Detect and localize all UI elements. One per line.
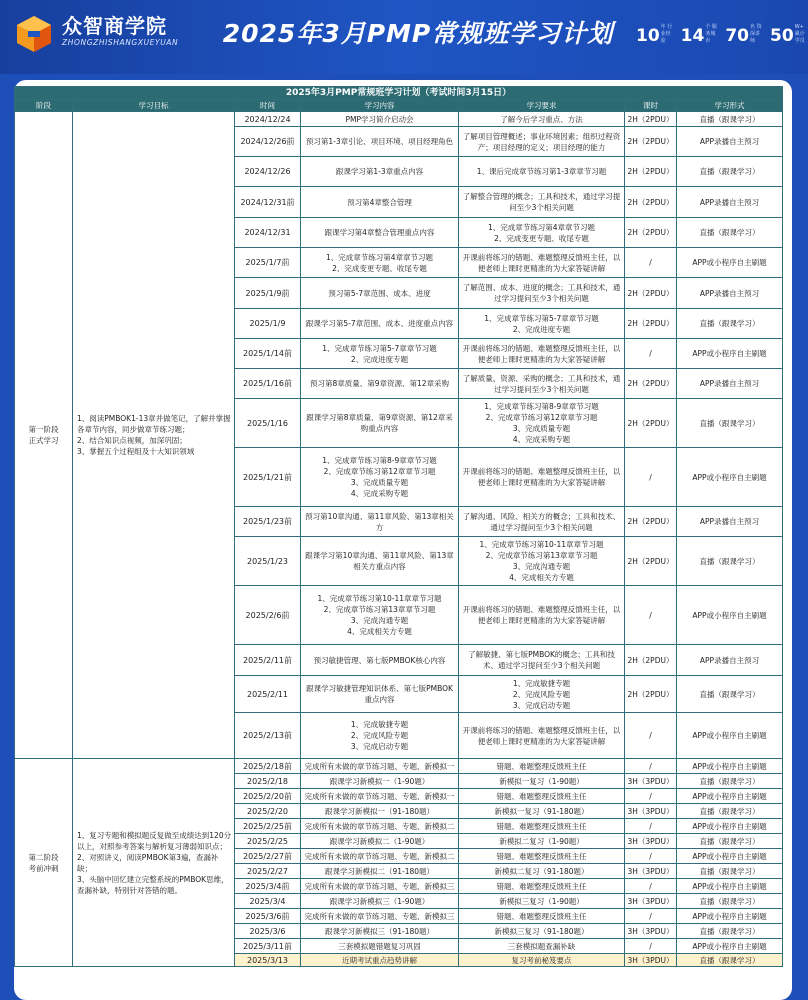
hours-cell: 3H（3PDU） xyxy=(625,924,677,939)
column-header-goal: 学习目标 xyxy=(73,100,235,112)
table-body xyxy=(15,112,783,967)
hours-cell: 2H（2PDU） xyxy=(625,157,677,187)
stage-cell: 第一阶段 正式学习 xyxy=(15,112,73,759)
requirement-cell: 开课前将练习的错题、难题整理反馈班主任，以便老师上课时更精准的为大家答疑讲解 xyxy=(459,448,625,507)
time-cell: 2025/2/18 xyxy=(235,774,301,789)
hours-cell: / xyxy=(625,909,677,924)
time-cell: 2025/3/6 xyxy=(235,924,301,939)
stat-years xyxy=(636,24,675,45)
content-cell: 完成所有未做的章节练习题、专题、新模拟一 xyxy=(301,759,459,774)
time-cell: 2025/2/18前 xyxy=(235,759,301,774)
form-cell: 直播（跟课学习） xyxy=(677,676,783,713)
requirement-cell: 新模拟一复习（1-90题） xyxy=(459,774,625,789)
time-cell: 2025/1/21前 xyxy=(235,448,301,507)
requirement-cell: 错题、难题整理反馈班主任 xyxy=(459,879,625,894)
form-cell: APP或小程序自主刷题 xyxy=(677,248,783,278)
hours-cell: 3H（3PDU） xyxy=(625,834,677,849)
requirement-cell: 了解质量、资源、采购的概念；工具和技术，通过学习提问至少3个相关问题 xyxy=(459,369,625,399)
requirement-cell: 1、完成章节练习第5-7章章节习题 2、完成进度专题 xyxy=(459,309,625,339)
hours-cell: / xyxy=(625,849,677,864)
hours-cell: 2H（2PDU） xyxy=(625,278,677,309)
requirement-cell: 1、课后完成章节练习第1-3章章节习题 xyxy=(459,157,625,187)
requirement-cell: 开课前将练习的错题、难题整理反馈班主任，以便老师上课时更精准的为大家答疑讲解 xyxy=(459,339,625,369)
hours-cell: 2H（2PDU） xyxy=(625,218,677,248)
form-cell: APP录播自主预习 xyxy=(677,369,783,399)
requirement-cell: 新模拟一复习（91-180题） xyxy=(459,804,625,819)
time-cell: 2024/12/24 xyxy=(235,112,301,127)
hours-cell: 3H（3PDU） xyxy=(625,864,677,879)
time-cell: 2025/1/23前 xyxy=(235,507,301,537)
stat-number: 50 xyxy=(770,26,794,46)
study-plan-table xyxy=(14,86,783,967)
hours-cell: 3H（3PDU） xyxy=(625,774,677,789)
hours-cell: / xyxy=(625,713,677,759)
time-cell: 2024/12/26 xyxy=(235,157,301,187)
brand-name: 众智商学院 xyxy=(62,14,167,38)
stat-students xyxy=(770,24,808,45)
column-header-hours: 课时 xyxy=(625,100,677,112)
content-cell: 跟课学习第1-3章重点内容 xyxy=(301,157,459,187)
time-cell: 2025/2/27 xyxy=(235,864,301,879)
table-row xyxy=(15,112,783,127)
requirement-cell: 开课前将练习的错题、难题整理反馈班主任，以便老师上课时更精准的为大家答疑讲解 xyxy=(459,586,625,645)
form-cell: APP或小程序自主刷题 xyxy=(677,879,783,894)
form-cell: 直播（跟课学习） xyxy=(677,537,783,586)
requirement-cell: 错题、难题整理反馈班主任 xyxy=(459,789,625,804)
time-cell: 2025/3/13 xyxy=(235,954,301,967)
time-cell: 2025/1/14前 xyxy=(235,339,301,369)
form-cell: APP或小程序自主刷题 xyxy=(677,759,783,774)
content-cell: 1、完成章节练习第8-9章章节习题 2、完成章节练习第12章章节习题 3、完成质量专题 4、完成采购专题 xyxy=(301,448,459,507)
requirement-cell: 了解敏捷、第七版PMBOK的概念；工具和技术、通过学习提问至少3个相关问题 xyxy=(459,645,625,676)
goal-cell: 1、复习专题和模拟题反复做至成绩达到120分以上，对照参考答案与解析复习薄弱知识点； 2、对照讲义，阅读PMBOK第3遍，查漏补缺； 3、头脑中回忆建立完整系统的PMBOK思维，查漏补缺，特别针对答错的题。 xyxy=(73,759,235,967)
requirement-cell: 错题、难题整理反馈班主任 xyxy=(459,849,625,864)
requirement-cell: 开课前将练习的错题、难题整理反馈班主任，以便老师上课时更精准的为大家答疑讲解 xyxy=(459,248,625,278)
form-cell: APP或小程序自主刷题 xyxy=(677,586,783,645)
requirement-cell: 新模拟二复习（1-90题） xyxy=(459,834,625,849)
time-cell: 2025/2/25 xyxy=(235,834,301,849)
form-cell: 直播（跟课学习） xyxy=(677,924,783,939)
form-cell: APP或小程序自主刷题 xyxy=(677,939,783,954)
form-cell: APP或小程序自主刷题 xyxy=(677,713,783,759)
form-cell: APP录播自主预习 xyxy=(677,645,783,676)
time-cell: 2024/12/31前 xyxy=(235,187,301,218)
form-cell: APP或小程序自主刷题 xyxy=(677,339,783,369)
content-cell: 完成所有未做的章节练习题、专题、新模拟一 xyxy=(301,789,459,804)
time-cell: 2025/1/16前 xyxy=(235,369,301,399)
hours-cell: 3H（3PDU） xyxy=(625,954,677,967)
content-cell: 1、完成章节练习第4章章节习题 2、完成变更专题、收尾专题 xyxy=(301,248,459,278)
hours-cell: / xyxy=(625,248,677,278)
requirement-cell: 1、完成敏捷专题 2、完成风险专题 3、完成启动专题 xyxy=(459,676,625,713)
time-cell: 2025/2/11前 xyxy=(235,645,301,676)
top-banner xyxy=(0,0,808,74)
table-row xyxy=(15,759,783,774)
time-cell: 2025/1/16 xyxy=(235,399,301,448)
content-cell: 预习第1-3章引论、项目环境、项目经理角色 xyxy=(301,127,459,157)
stat-label: 名 资深讲师 xyxy=(750,24,762,44)
hours-cell: 2H（2PDU） xyxy=(625,112,677,127)
form-cell: 直播（跟课学习） xyxy=(677,864,783,879)
form-cell: 直播（跟课学习） xyxy=(677,954,783,967)
form-cell: APP或小程序自主刷题 xyxy=(677,849,783,864)
requirement-cell: 了解沟通、风险、相关方的概念；工具和技术、通过学习提问至少3个相关问题 xyxy=(459,507,625,537)
form-cell: 直播（跟课学习） xyxy=(677,834,783,849)
form-cell: 直播（跟课学习） xyxy=(677,309,783,339)
hours-cell: 2H（2PDU） xyxy=(625,127,677,157)
hours-cell: / xyxy=(625,789,677,804)
hours-cell: / xyxy=(625,448,677,507)
page-title: 2025年3月PMP常规班学习计划 xyxy=(222,19,614,48)
form-cell: 直播（跟课学习） xyxy=(677,894,783,909)
hours-cell: / xyxy=(625,819,677,834)
time-cell: 2025/3/11前 xyxy=(235,939,301,954)
time-cell: 2024/12/26前 xyxy=(235,127,301,157)
column-header-stage: 阶段 xyxy=(15,100,73,112)
table-header-row xyxy=(15,100,783,112)
content-cell: 预习第8章质量、第9章资源、第12章采购 xyxy=(301,369,459,399)
content-cell: 1、完成章节练习第5-7章章节习题 2、完成进度专题 xyxy=(301,339,459,369)
brand xyxy=(62,14,178,47)
requirement-cell: 开课前将练习的错题、难题整理反馈班主任，以便老师上课时更精准的为大家答疑讲解 xyxy=(459,713,625,759)
table-title: 2025年3月PMP常规班学习计划（考试时间3月15日） xyxy=(15,87,783,100)
content-cell: 跟课学习第10章沟通、第11章风险、第13章相关方重点内容 xyxy=(301,537,459,586)
form-cell: 直播（跟课学习） xyxy=(677,112,783,127)
time-cell: 2025/2/20 xyxy=(235,804,301,819)
content-cell: 跟课学习第8章质量、第9章资源、第12章采购重点内容 xyxy=(301,399,459,448)
hours-cell: / xyxy=(625,339,677,369)
content-cell: 跟课学习新模拟一（91-180题） xyxy=(301,804,459,819)
stat-label: 年 行业经验 xyxy=(660,24,673,44)
requirement-cell: 1、完成章节练习第4章章节习题 2、完成变更专题、收尾专题 xyxy=(459,218,625,248)
requirement-cell: 错题、难题整理反馈班主任 xyxy=(459,819,625,834)
hours-cell: 2H（2PDU） xyxy=(625,369,677,399)
content-cell: 跟课学习新模拟三（91-180题） xyxy=(301,924,459,939)
hours-cell: / xyxy=(625,939,677,954)
time-cell: 2025/2/6前 xyxy=(235,586,301,645)
form-cell: 直播（跟课学习） xyxy=(677,774,783,789)
requirement-cell: 了解今后学习重点、方法 xyxy=(459,112,625,127)
hours-cell: 3H（3PDU） xyxy=(625,894,677,909)
content-cell: 三套模拟题错题复习巩固 xyxy=(301,939,459,954)
time-cell: 2025/1/9 xyxy=(235,309,301,339)
content-cell: PMP学习简介启动会 xyxy=(301,112,459,127)
column-header-content: 学习内容 xyxy=(301,100,459,112)
stat-label: W+ 累计学员 xyxy=(794,24,805,44)
hours-cell: 2H（2PDU） xyxy=(625,676,677,713)
time-cell: 2025/2/27前 xyxy=(235,849,301,864)
requirement-cell: 了解项目管理概述；事业环境因素；组织过程资产；项目经理的定义；项目经理的能力 xyxy=(459,127,625,157)
hours-cell: 2H（2PDU） xyxy=(625,187,677,218)
time-cell: 2025/3/4前 xyxy=(235,879,301,894)
form-cell: 直播（跟课学习） xyxy=(677,804,783,819)
hours-cell: 2H（2PDU） xyxy=(625,399,677,448)
requirement-cell: 新模拟二复习（91-180题） xyxy=(459,864,625,879)
form-cell: 直播（跟课学习） xyxy=(677,399,783,448)
stat-label: 个 服务城市 xyxy=(705,24,717,44)
time-cell: 2024/12/31 xyxy=(235,218,301,248)
hours-cell: 3H（3PDU） xyxy=(625,804,677,819)
form-cell: APP或小程序自主刷题 xyxy=(677,448,783,507)
requirement-cell: 新模拟三复习（1-90题） xyxy=(459,894,625,909)
form-cell: APP录播自主预习 xyxy=(677,278,783,309)
content-cell: 跟课学习敏捷管理知识体系、第七版PMBOK重点内容 xyxy=(301,676,459,713)
time-cell: 2025/2/13前 xyxy=(235,713,301,759)
content-cell: 预习第4章整合管理 xyxy=(301,187,459,218)
time-cell: 2025/2/20前 xyxy=(235,789,301,804)
brand-pinyin: ZHONGZHISHANGXUEYUAN xyxy=(62,38,179,47)
form-cell: 直播（跟课学习） xyxy=(677,218,783,248)
content-cell: 跟课学习新模拟二（91-180题） xyxy=(301,864,459,879)
content-cell: 完成所有未做的章节练习题、专题、新模拟三 xyxy=(301,879,459,894)
time-cell: 2025/3/6前 xyxy=(235,909,301,924)
time-cell: 2025/1/7前 xyxy=(235,248,301,278)
requirement-cell: 1、完成章节练习第8-9章章节习题 2、完成章节练习第12章章节习题 3、完成质量专题 4、完成采购专题 xyxy=(459,399,625,448)
requirement-cell: 了解范围、成本、进度的概念；工具和技术，通过学习提问至少3个相关问题 xyxy=(459,278,625,309)
hours-cell: 2H（2PDU） xyxy=(625,537,677,586)
hours-cell: 2H（2PDU） xyxy=(625,309,677,339)
requirement-cell: 1、完成章节练习第10-11章章节习题 2、完成章节练习第13章章节习题 3、完成沟通专题 4、完成相关方专题 xyxy=(459,537,625,586)
form-cell: APP或小程序自主刷题 xyxy=(677,789,783,804)
time-cell: 2025/2/11 xyxy=(235,676,301,713)
content-cell: 预习第5-7章范围、成本、进度 xyxy=(301,278,459,309)
content-cell: 1、完成敏捷专题 2、完成风险专题 3、完成启动专题 xyxy=(301,713,459,759)
column-header-requirement: 学习要求 xyxy=(459,100,625,112)
stat-number: 14 xyxy=(680,26,705,46)
requirement-cell: 三套模拟题查漏补缺 xyxy=(459,939,625,954)
column-header-time: 时间 xyxy=(235,100,301,112)
form-cell: APP或小程序自主刷题 xyxy=(677,819,783,834)
requirement-cell: 复习考前秘笈要点 xyxy=(459,954,625,967)
content-cell: 跟课学习新模拟二（1-90题） xyxy=(301,834,459,849)
form-cell: APP录播自主预习 xyxy=(677,187,783,218)
requirement-cell: 错题、难题整理反馈班主任 xyxy=(459,909,625,924)
content-cell: 跟课学习第4章整合管理重点内容 xyxy=(301,218,459,248)
stat-number: 70 xyxy=(725,26,750,46)
goal-cell: 1、阅读PMBOK1-13章并做笔记，了解并掌握各章节内容，同步做章节练习题； 2、结合知识点视频，加深巩固； 3、掌握五个过程组及十大知识领域 xyxy=(73,112,235,759)
hours-cell: / xyxy=(625,586,677,645)
time-cell: 2025/1/9前 xyxy=(235,278,301,309)
logo-icon xyxy=(14,14,54,54)
content-cell: 跟课学习第5-7章范围、成本、进度重点内容 xyxy=(301,309,459,339)
stat-cities xyxy=(681,24,720,45)
content-cell: 1、完成章节练习第10-11章章节习题 2、完成章节练习第13章章节习题 3、完成沟通专题 4、完成相关方专题 xyxy=(301,586,459,645)
content-cell: 完成所有未做的章节练习题、专题、新模拟二 xyxy=(301,849,459,864)
stat-teachers xyxy=(725,24,764,45)
hours-cell: 2H（2PDU） xyxy=(625,507,677,537)
stat-number: 10 xyxy=(636,26,660,46)
hours-cell: 2H（2PDU） xyxy=(625,645,677,676)
stage-cell: 第二阶段 考前冲刺 xyxy=(15,759,73,967)
time-cell: 2025/3/4 xyxy=(235,894,301,909)
content-cell: 完成所有未做的章节练习题、专题、新模拟二 xyxy=(301,819,459,834)
form-cell: APP录播自主预习 xyxy=(677,507,783,537)
content-cell: 近期考试重点趋势讲解 xyxy=(301,954,459,967)
time-cell: 2025/1/23 xyxy=(235,537,301,586)
time-cell: 2025/2/25前 xyxy=(235,819,301,834)
requirement-cell: 错题、难题整理反馈班主任 xyxy=(459,759,625,774)
content-cell: 预习敏捷管理、第七版PMBOK核心内容 xyxy=(301,645,459,676)
stats-bar xyxy=(636,24,808,45)
requirement-cell: 新模拟三复习（91-180题） xyxy=(459,924,625,939)
form-cell: APP或小程序自主刷题 xyxy=(677,909,783,924)
content-cell: 完成所有未做的章节练习题、专题、新模拟三 xyxy=(301,909,459,924)
content-cell: 预习第10章沟通、第11章风险、第13章相关方 xyxy=(301,507,459,537)
table-title-row xyxy=(15,87,783,100)
form-cell: 直播（跟课学习） xyxy=(677,157,783,187)
hours-cell: / xyxy=(625,759,677,774)
form-cell: APP录播自主预习 xyxy=(677,127,783,157)
column-header-form: 学习形式 xyxy=(677,100,783,112)
hours-cell: / xyxy=(625,879,677,894)
content-cell: 跟课学习新模拟一（1-90题） xyxy=(301,774,459,789)
content-cell: 跟课学习新模拟三（1-90题） xyxy=(301,894,459,909)
requirement-cell: 了解整合管理的概念；工具和技术，通过学习提问至少3个相关问题 xyxy=(459,187,625,218)
